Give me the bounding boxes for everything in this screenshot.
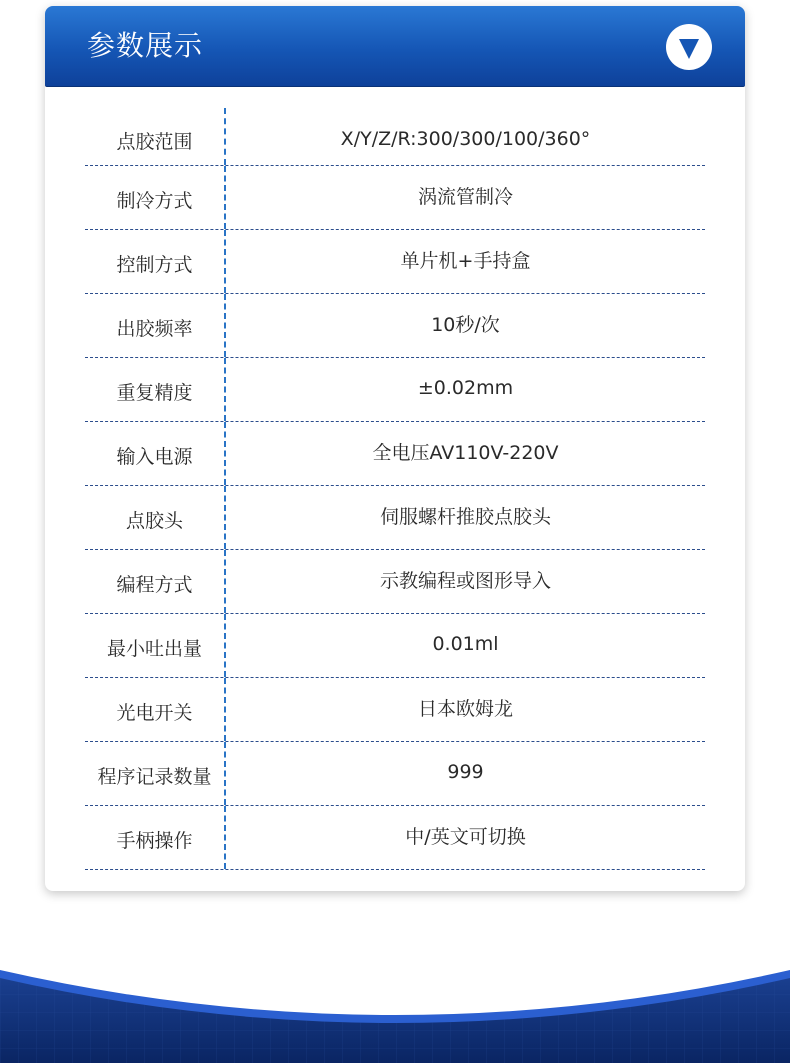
params-card xyxy=(45,6,745,891)
param-label: 重复精度 xyxy=(85,358,226,421)
table-row xyxy=(85,166,705,230)
table-row xyxy=(85,422,705,486)
param-label: 输入电源 xyxy=(85,422,226,485)
param-value: 日本欧姆龙 xyxy=(417,698,513,720)
table-row xyxy=(85,294,705,358)
table-row xyxy=(85,108,705,166)
param-value: 涡流管制冷 xyxy=(417,186,513,208)
param-value: 0.01ml xyxy=(432,632,499,655)
param-value: 10秒/次 xyxy=(431,314,500,336)
param-value: 999 xyxy=(447,760,484,783)
param-value: 中/英文可切换 xyxy=(405,826,526,848)
param-label: 编程方式 xyxy=(85,550,226,613)
triangle-down-icon xyxy=(666,24,712,70)
collapse-toggle-button[interactable] xyxy=(666,24,712,70)
table-row xyxy=(85,614,705,678)
param-label: 点胶范围 xyxy=(85,108,226,165)
table-row xyxy=(85,550,705,614)
param-label: 出胶频率 xyxy=(85,294,226,357)
param-value: 示教编程或图形导入 xyxy=(379,570,551,592)
table-row xyxy=(85,742,705,806)
params-table xyxy=(85,108,705,870)
param-label: 制冷方式 xyxy=(85,166,226,229)
param-value: X/Y/Z/R:300/300/100/360° xyxy=(340,127,591,150)
param-value: 伺服螺杆推胶点胶头 xyxy=(379,506,551,528)
decorative-footer-wave xyxy=(0,940,790,1063)
table-row xyxy=(85,358,705,422)
table-row xyxy=(85,486,705,550)
param-label: 点胶头 xyxy=(85,486,226,549)
header-title: 参数展示 xyxy=(87,29,204,62)
param-label: 最小吐出量 xyxy=(85,614,226,677)
param-value: 单片机+手持盒 xyxy=(400,250,531,272)
param-value: 全电压AV110V-220V xyxy=(372,442,559,464)
table-row xyxy=(85,230,705,294)
param-value: ±0.02mm xyxy=(417,376,514,399)
card-header xyxy=(45,6,745,87)
param-label: 程序记录数量 xyxy=(85,742,226,805)
param-label: 控制方式 xyxy=(85,230,226,293)
param-label: 手柄操作 xyxy=(85,806,226,869)
table-row xyxy=(85,806,705,870)
param-label: 光电开关 xyxy=(85,678,226,741)
table-row xyxy=(85,678,705,742)
